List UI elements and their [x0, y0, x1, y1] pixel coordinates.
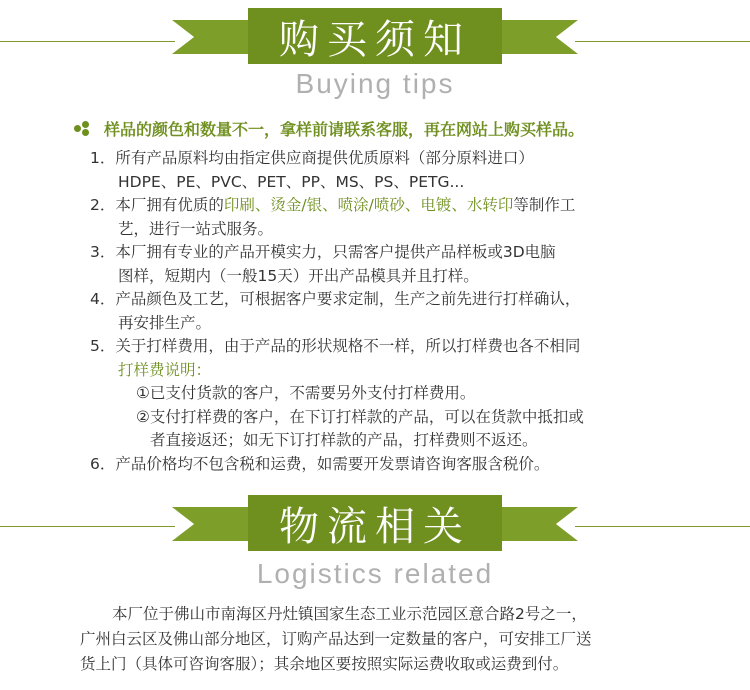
- tip-2-processes: 印刷、烫金/银、喷涂/喷砂、电镀、水转印: [223, 196, 514, 214]
- tips-list: [90, 147, 584, 476]
- sample-fee-rule-1: ①已支付货款的客户，不需要另外支付打样费用。: [136, 384, 476, 402]
- logistics-line-3: 货上门（具体可咨询客服）；其余地区要按照实际运费收取或运费到付。: [80, 655, 569, 673]
- logistics-line-2: 广州白云区及佛山部分地区，订购产品达到一定数量的客户，可安排工厂送: [80, 630, 592, 648]
- dots-icon: [74, 121, 96, 137]
- tip-4-cont: 再安排生产。: [118, 313, 212, 332]
- buying-tips-banner: [172, 8, 578, 64]
- logistics-line-1: 本厂位于佛山市南海区丹灶镇国家生态工业示范园区意合路2号之一，: [112, 605, 587, 623]
- tip-2: 2．本厂拥有优质的印刷、烫金/银、喷涂/喷砂、电镀、水转印等制作工: [90, 196, 576, 214]
- divider-left: [0, 41, 175, 42]
- sample-fee-heading: 打样费说明：: [118, 360, 212, 379]
- tip-1: 1．所有产品原料均由指定供应商提供优质原料（部分原料进口）: [90, 149, 534, 167]
- tip-1-materials: HDPE、PE、PVC、PET、PP、MS、PS、PETG...: [118, 172, 465, 191]
- sample-note: [74, 117, 584, 140]
- logistics-banner: [172, 495, 578, 551]
- ribbon-main: [248, 8, 502, 64]
- sample-note-text: 样品的颜色和数量不一，拿样前请联系客服，再在网站上购买样品。: [104, 120, 585, 139]
- section-subtitle: Logistics related: [256, 558, 494, 589]
- divider-right-2: [575, 526, 750, 527]
- divider-left-2: [0, 526, 175, 527]
- tip-3-cont: 图样，短期内（一般15天）开出产品模具并且打样。: [118, 266, 479, 285]
- section-subtitle: Buying tips: [295, 68, 455, 99]
- logistics-text: [80, 602, 680, 677]
- tip-3: 3．本厂拥有专业的产品开模实力，只需客户提供产品样板或3D电脑: [90, 243, 556, 261]
- tip-6: 6．产品价格均不包含税和运费，如需要开发票请咨询客服含税价。: [90, 454, 550, 473]
- tip-5: 5．关于打样费用，由于产品的形状规格不一样，所以打样费也各不相同: [90, 337, 581, 355]
- section-title: 购买须知: [279, 16, 471, 63]
- tip-4: 4．产品颜色及工艺，可根据客户要求定制，生产之前先进行打样确认，: [90, 290, 581, 308]
- sample-fee-rule-2: ②支付打样费的客户，在下订打样款的产品，可以在货款中抵扣或: [136, 407, 584, 426]
- sample-fee-rule-2-cont: 者直接返还；如无下订打样款的产品，打样费则不返还。: [150, 431, 538, 449]
- tip-2-cont: 艺，进行一站式服务。: [118, 219, 274, 238]
- divider-right: [575, 41, 750, 42]
- section-title: 物流相关: [279, 503, 471, 550]
- ribbon-main: [248, 495, 502, 551]
